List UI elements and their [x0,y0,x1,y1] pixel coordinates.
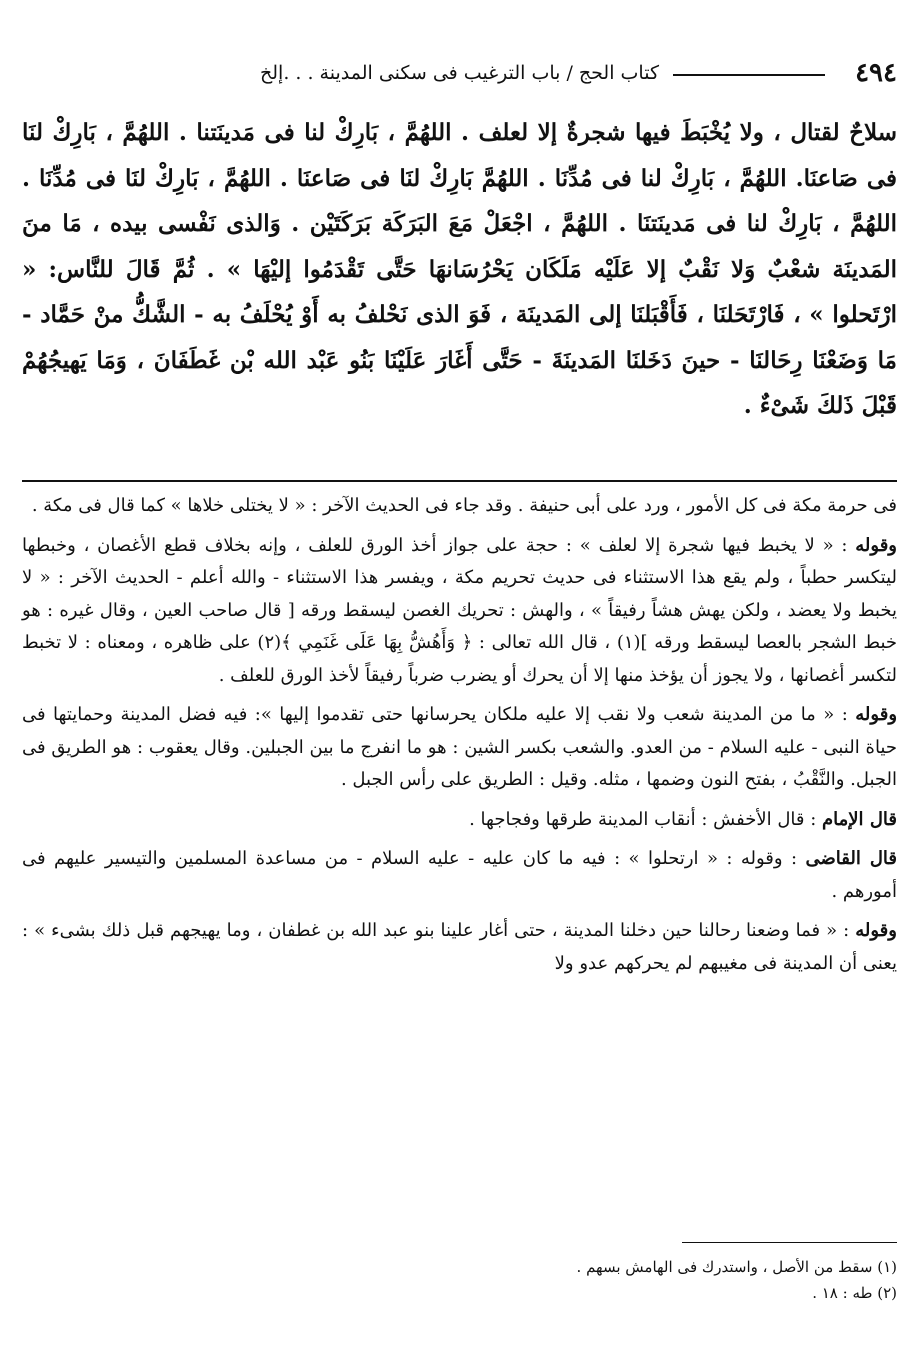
footnote: (١) سقط من الأصل ، واستدرك فى الهامش بسهم . [576,1258,897,1276]
commentary [22,490,897,987]
paragraph-text: : « لا يخبط فيها شجرة إلا لعلف » : حجة على جواز أخذ الورق للعلف ، وإنه بخلاف قطع الأغصان ، وخبطها ليتكسر حطباً ، ولم يقع هذا الاستثناء فى حديث تحريم مكة ، ويفسر هذا الاستثناء - والله أعلم - الحديث الآخر : « لا يخبط ولا يعضد ، ولكن يهش هشاً رفيقاً » ، والهش : تحريك الغصن ليسقط ورقه [ قال صاحب العين ، وقال غيره : هو خبط الشجر بالعصا ليسقط ورقه ](١) ، قال الله تعالى : ﴿ وَأَهُشُّ بِهَا عَلَى غَنَمِي ﴾(٢) على ظاهره ، ومعناه : لا تخبط لتكسر أغصانها ، ولا يجوز أن يؤخذ منها إلا أن يحرك أو يضرب ضرباً رفيقاً لأخذ الورق للعلف . [22,534,897,686]
text-separator-rule [22,480,897,482]
commentary-paragraph [22,915,897,980]
paragraph-lead: قال الإمام [822,808,897,830]
paragraph-text: : « ما من المدينة شعب ولا نقب إلا عليه ملكان يحرسانها حتى تقدموا إليها »: فيه فضل المدينة وحمايتها فى حياة النبى - عليه السلام - من العدو. والشعب بكسر الشين : هو ما انفرج ما بين الجبلين. وقال يعقوب : هو الطريق فى الجبل. والنَّقْبُ ، بفتح النون وضمها ، مثله. وقيل : الطريق على رأس الجبل . [22,704,897,790]
paragraph-text: : وقوله : « ارتحلوا » : فيه ما كان عليه - عليه السلام - من مساعدة المسلمين والتيسير عليهم فى أمورهم . [22,848,897,902]
paragraph-lead: وقوله [855,534,897,556]
paragraph-text: : قال الأخفش : أنقاب المدينة طرقها وفجاجها . [469,808,817,830]
footnote-rule [682,1242,897,1243]
commentary-paragraph [22,843,897,908]
paragraph-lead: وقوله [855,704,898,725]
commentary-paragraph [22,530,897,693]
hadith-text: سلاحٌ لقتال ، ولا يُخْبَطَ فيها شجرةٌ إلا لعلف . اللهُمَّ ، بَارِكْ لنا فى مَدينَتنا . اللهُمَّ ، بَارِكْ لنَا فى صَاعنَا. اللهُمَّ ، بَارِكْ لنا فى مُدِّنَا . اللهُمَّ بَارِكْ لنَا فى صَاعنَا . اللهُمَّ ، بَارِكْ لنَا فى مُدِّنَا . اللهُمَّ ، بَارِكْ لنا فى مَدينَتنَا . اللهُمَّ ، اجْعَلْ مَعَ البَرَكَة بَرَكَتَيْن . وَالذى نَفْسى بيده ، مَا منَ المَدينَة شعْبٌ وَلا نَقْبٌ إلا عَلَيْه مَلَكَان يَحْرُسَانهَا حَتَّى تَقْدَمُوا إليْهَا » . ثُمَّ قَالَ للنَّاس: « ارْتَحلوا » ، فَارْتَحَلنَا ، فَأَقْبَلنَا إلى المَدينَة ، فَوَ الذى نَحْلفُ به أَوْ يُحْلَفُ به - الشَّكُّ منْ حَمَّاد - مَا وَضَعْنَا رِحَالنَا - حينَ دَخَلنَا المَدينَةَ - حَتَّى أَغَارَ عَلَيْنَا بَنُو عَبْد الله بْن غَطَفَانَ ، وَمَا يَهيجُهُمْ قَبْلَ ذَلكَ شَىْءٌ . [22,119,897,419]
commentary-paragraph [22,804,897,837]
page-number: ٤٩٤ [855,58,897,88]
header-rule [673,74,825,76]
paragraph-lead: وقوله [855,920,897,941]
paragraph-text: فى حرمة مكة فى كل الأمور ، ورد على أبى حنيفة . وقد جاء فى الحديث الآخر : « لا يختلى خلاها » كما قال فى مكة . [31,495,897,516]
paragraph-text: : « فما وضعنا رحالنا حين دخلنا المدينة ، حتى أغار علينا بنو عبد الله بن غطفان ، وما يهيجهم قبل ذلك بشىء » : يعنى أن المدينة فى مغيبهم لم يحركهم عدو ولا [22,920,897,974]
commentary-paragraph [22,699,897,797]
footnote: (٢) طه : ١٨ . [812,1284,897,1302]
page-header [22,56,897,96]
commentary-paragraph [22,490,897,523]
running-title: كتاب الحج / باب الترغيب فى سكنى المدينة . . .إلخ [259,62,659,84]
footnotes [22,1254,897,1306]
paragraph-lead: قال القاضى [805,848,898,869]
